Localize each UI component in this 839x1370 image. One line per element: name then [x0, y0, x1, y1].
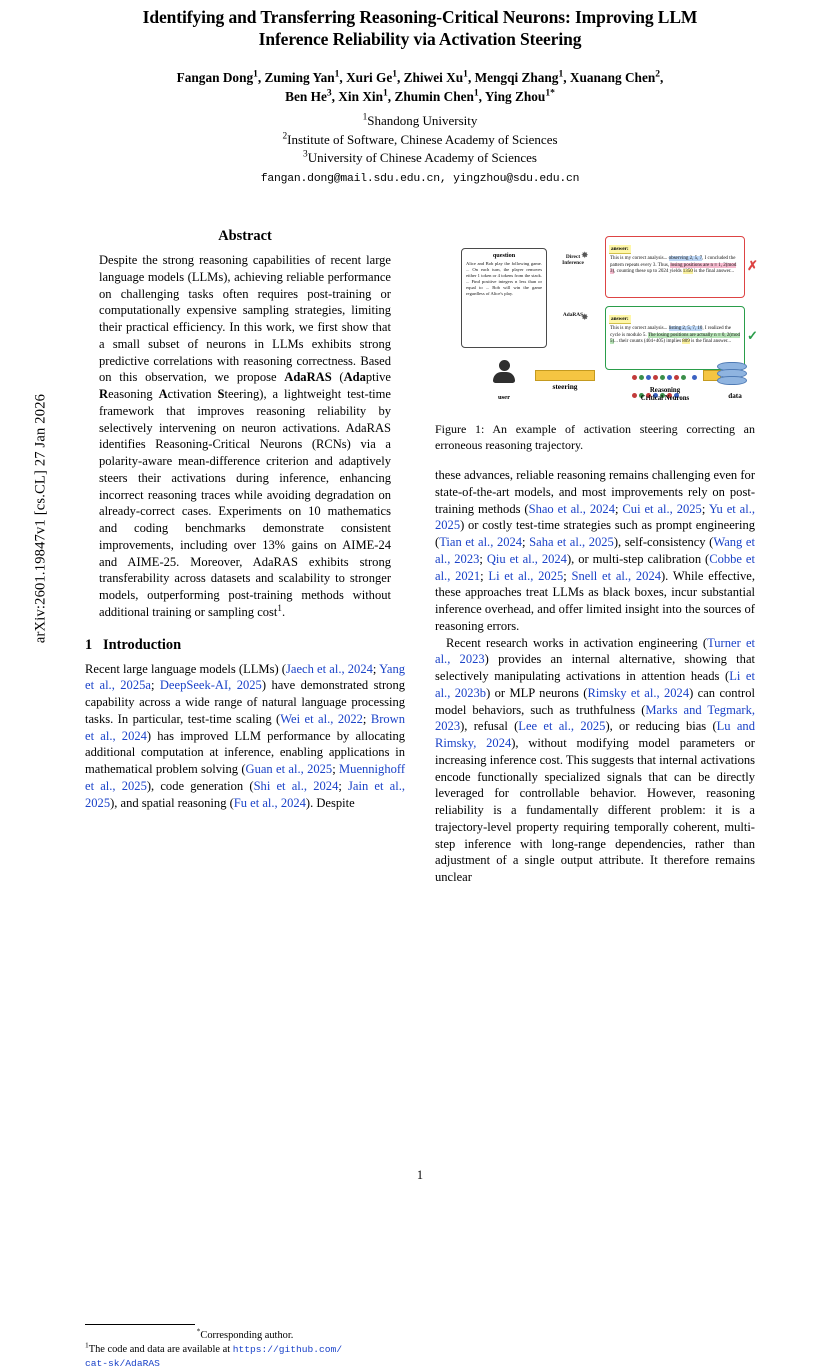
abstract-body [85, 252, 405, 621]
paper-content [85, 0, 758, 1369]
page-number: 1 [416, 1168, 424, 1182]
brain-icon-top: ✸ [581, 250, 589, 260]
figure-answer-top-label: answer: [611, 246, 629, 252]
affiliation-2: $^2$Institute of Software, Chinese Academy of Sciences [282, 131, 558, 147]
steering-arrow-left [535, 370, 595, 381]
brain-icon-bottom: ✸ [581, 312, 589, 322]
figure-question-box [461, 248, 547, 348]
figure-rcn-label: Reasoning Critical Neurons [640, 387, 690, 403]
figure-user-label: user [497, 394, 511, 401]
figure-question-title: question [492, 252, 516, 259]
correct-mark-icon: ✓ [747, 328, 758, 343]
neuron-grid-icon [631, 368, 699, 384]
figure-answer-correct [605, 306, 745, 370]
figure-question-text: Alice and Bob play the following game. ... On each turn, the player removes either 1 token or 4 tokens from the stack. ... Find positive integers n less than or equal to ... Bob will win the game regardless of Alice's play. [466, 261, 542, 296]
intro-paragraph-1: Recent large language models (LLMs) (Jaech et al., 2024; Yang et al., 2025a; DeepSeek-AI, 2025) have demonstrated strong capability across a wide range of natural language processing tasks. In particular, test-time scaling (Wei et al., 2022; Brown et al., 2024) has improved LLM performance by allocating additional computation at inference, enabling applications in mathematical problem solving (Guan et al., 2025; Muennighoff et al., 2025), code generation (Shi et al., 2024; Jain et al., 2025), and spatial reasoning (Fu et al., 2024). Despite [85, 661, 406, 810]
author-list [85, 68, 755, 107]
arxiv-stamp: arXiv:2601.19847v1 [cs.CL] 27 Jan 2026 [32, 393, 49, 644]
figure-answer-incorrect [605, 236, 745, 298]
right-paragraph-1: these advances, reliable reasoning remains challenging even for state-of-the-art models, and most improvements rely on post-training methods (Shao et al., 2024; Cui et al., 2025; Yu et al., 2025) or costly test-time strategies such as prompt engineering (Tian et al., 2024; Saha et al., 2025), self-consistency (Wang et al., 2023; Qiu et al., 2024), or multi-step calibration (Cobbe et al., 2021; Li et al., 2025; Snell et al., 2024). While effective, these approaches treat LLMs as black boxes, incur substantial inference overhead, and offer limited insight into the sources of reasoning errors. [435, 468, 756, 633]
footnote-corresponding: *Corresponding author. [196, 1326, 294, 1341]
figure-answer-bottom-text: This is my correct analysis... listing 2, 5, 7, 10, I realized the cycle is modulo 5. The losing positions are actually n ≡ 0, 2(mod 5)... their counts (404+405) implies 809 is the final answer... [610, 326, 740, 345]
two-column-body [85, 228, 758, 1369]
figure-adaras-label: AdaRAS [562, 312, 584, 318]
author-line-2: Ben He$^3$, Xin Xin$^1$, Zhumin Chen$^1$, Ying Zhou$^{1*}$ [285, 87, 555, 105]
figure-caption: Figure 1: An example of activation steering correcting an erroneous reasoning trajectory. [435, 422, 755, 452]
figure-direct-inference-label: Direct Inference [562, 254, 584, 267]
user-icon [487, 360, 521, 394]
footnote-rule [85, 1324, 195, 1325]
abstract-text: Despite the strong reasoning capabilities of recent large language models (LLMs), achieving reliable performance on challenging tasks often requires post-training or computationally expensive sampling strategies, limiting their practical efficiency. In this work, we first show that a small subset of neurons in LLMs exhibits strong predictive correlations with reasoning correctness. Based on this observation, we propose AdaRAS (Adaptive Reasoning Activation Steering), a lightweight test-time framework that improves reasoning reliability by selectively intervening on neuron activations. AdaRAS identifies Reasoning-Critical Neurons (RCNs) via a polarity-aware mean-difference criterion and adaptively steers their activations during inference, enhancing incorrect reasoning traces while avoiding degradation on already-correct cases. Experiments on 10 mathematics and coding benchmarks demonstrate consistent improvements, including over 13% gains on AIME-24 and AIME-25. Moreover, AdaRAS exhibits strong transferability across datasets and scalability to stronger models, outperforming post-training methods without additional training or sampling cost$^1$. [99, 253, 391, 619]
figure-answer-top-text: This is my correct analysis... observing 2, 5, 7, I concluded the pattern repeats every 3. Thus, losing positions are n ≡ 1, 2(mod 3), counting these up to 2024 yields 1350 is the final answer... [610, 256, 737, 275]
contact-emails: fangan.dong@mail.sdu.edu.cn, yingzhou@sdu.edu.cn [260, 172, 580, 185]
affiliation-1: $^1$Shandong University [362, 112, 478, 129]
author-line-1: Fangan Dong$^1$, Zuming Yan$^1$, Xuri Ge$^1$, Zhiwei Xu$^1$, Mengqi Zhang$^1$, Xuanang Chen$^2$, [176, 68, 664, 85]
section-heading-introduction: 1 Introduction [85, 636, 182, 653]
affiliation-3: $^3$University of Chinese Academy of Sciences [303, 149, 537, 166]
figure-1 [435, 232, 758, 414]
affiliations [85, 112, 755, 167]
figure-answer-bottom-label: answer: [611, 316, 629, 322]
footnote-block [85, 1324, 405, 1370]
database-icon [717, 362, 747, 388]
left-column [85, 228, 406, 1369]
right-paragraph-2: Recent research works in activation engineering (Turner et al., 2023) provides an internal alternative, showing that selectively manipulating activations in attention heads (Li et al., 2023b) or MLP neurons (Rimsky et al., 2024) can control model behaviors, such as truthfulness (Marks and Tegmark, 2023), refusal (Lee et al., 2025), or reducing bias (Lu and Rimsky, 2024), without modifying model parameters or increasing inference cost. This suggests that internal activations encode functionally specialized signals that can be directly leveraged for controllable behavior. However, reasoning reliability is a fundamentally different problem: it is a trajectory-level property requiring temporally coherent, multi-step inference with long-range dependencies, rather than adjustment of a single output attribute. It therefore remains unclear [435, 635, 756, 885]
abstract-heading: Abstract [218, 228, 272, 244]
figure-steering-label: steering [552, 382, 578, 391]
repo-url[interactable]: https://github.com/ cat-sk/AdaRAS [85, 1343, 343, 1369]
page-title: Identifying and Transferring Reasoning-Critical Neurons: Improving LLM Inference Reliability via Activation Steering [142, 7, 698, 50]
footnote-code-link: $^1$The code and data are available at https://github.com/ cat-sk/AdaRAS [85, 1340, 343, 1369]
right-column [435, 228, 758, 886]
incorrect-mark-icon: ✗ [747, 258, 758, 273]
figure-data-label: data [728, 392, 742, 400]
